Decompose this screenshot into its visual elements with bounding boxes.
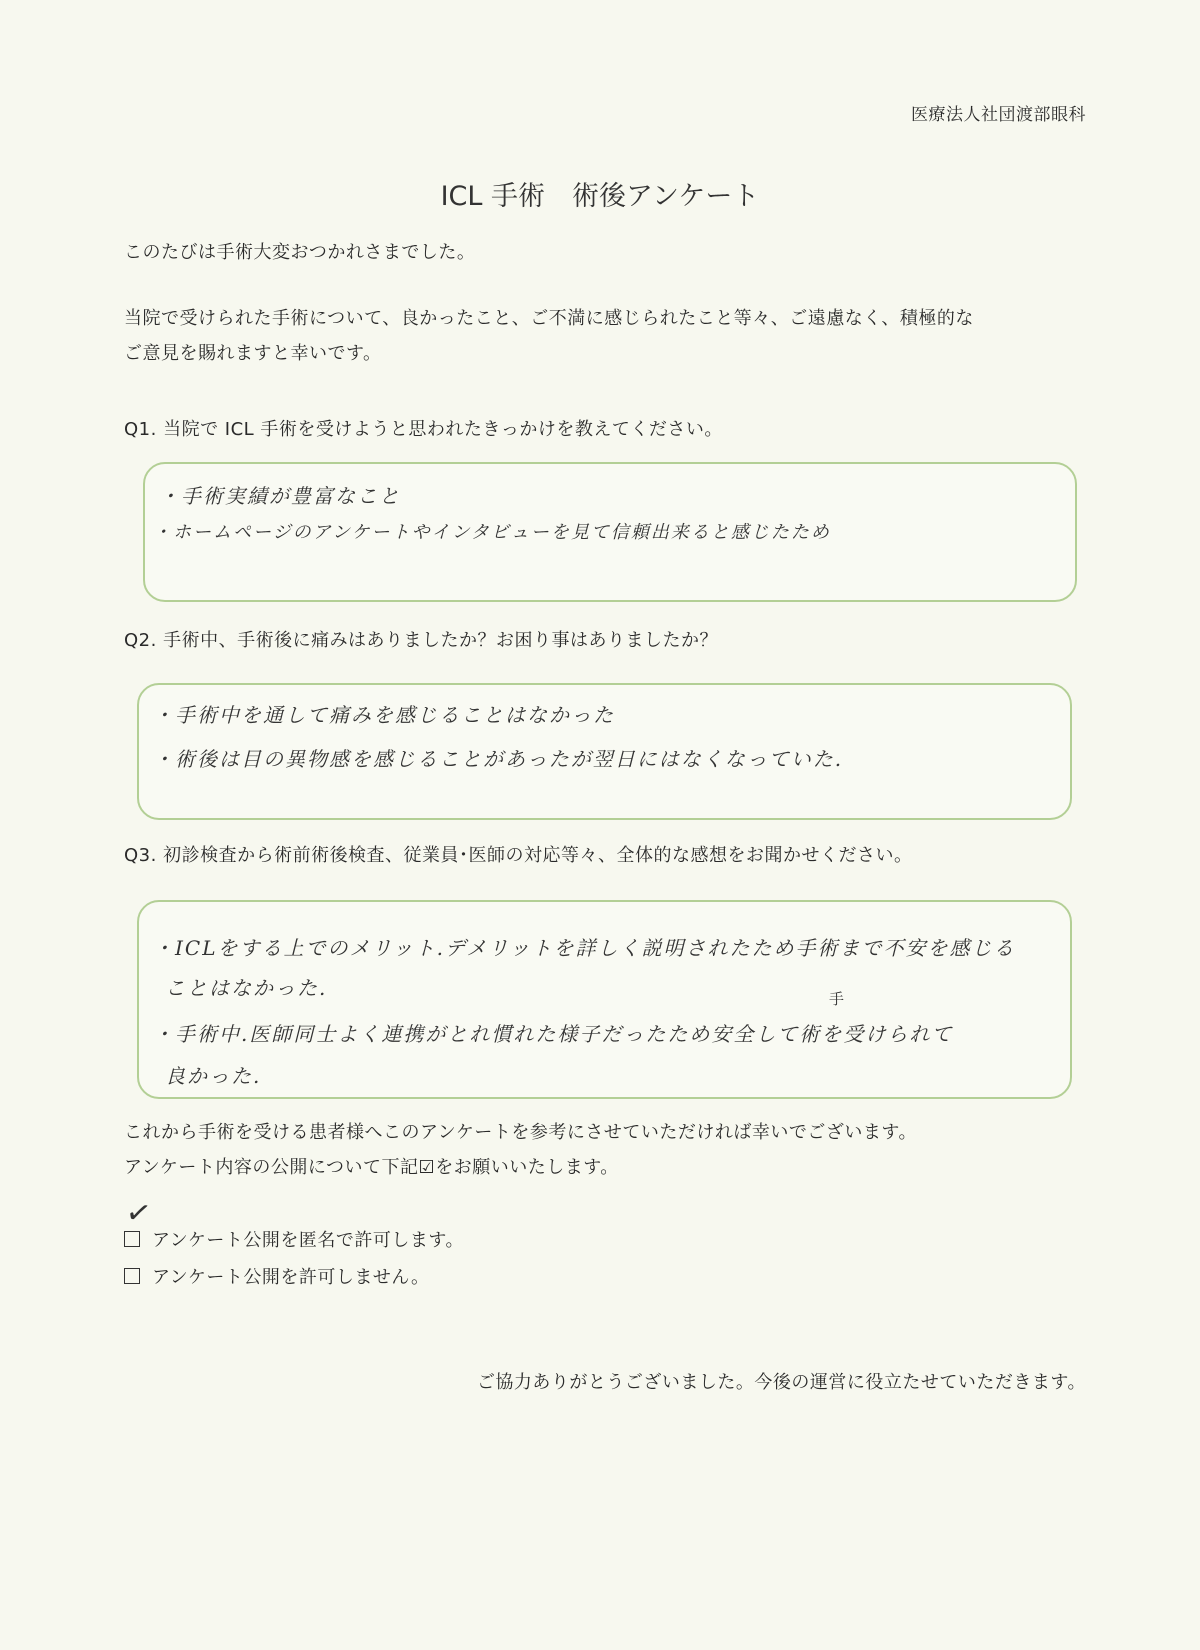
clinic-name: 医療法人社団渡部眼科 [911,105,1086,125]
answer-3-line-2: ことはなかった. [165,976,328,1000]
consent-option-label: アンケート公開を許可しません。 [152,1267,430,1288]
handwritten-check-icon: ✓ [123,1194,154,1233]
checkbox-unchecked[interactable] [124,1268,140,1284]
consent-option-deny[interactable] [124,1263,430,1289]
answer-3-line-4: 良かった. [165,1064,262,1088]
question-2-label: Q2. 手術中、手術後に痛みはありましたか？お困り事はありましたか？ [124,630,719,651]
question-3-label: Q3. 初診検査から術前術後検査、従業員･医師の対応等々、全体的な感想をお聞かせください。 [124,845,913,866]
request-text-line1: 当院で受けられた手術について、良かったこと、ご不満に感じられたこと等々、ご遠慮なく、積極的な [124,308,974,329]
answer-2-line-2: ・術後は目の異物感を感じることがあったが翌日にはなくなっていた. [153,747,844,771]
question-1-label: Q1. 当院で ICL 手術を受けようと思われたきっかけを教えてください。 [124,419,723,440]
consent-option-anonymous[interactable] [124,1226,464,1252]
consent-option-label: アンケート公開を匿名で許可します。 [152,1230,464,1251]
answer-1-line-1: ・手術実績が豊富なこと [159,484,401,508]
greeting-text: このたびは手術大変おつかれさまでした。 [124,242,476,263]
answer-3-line-1: ・ICLをする上でのメリット.デメリットを詳しく説明されたため手術まで不安を感じる [153,936,1016,960]
checkbox-checked[interactable] [124,1231,140,1247]
page-title: ICL 手術 術後アンケート [440,181,760,212]
insertion-mark: 手 [829,990,845,1008]
closing-line-1: これから手術を受ける患者様へこのアンケートを参考にさせていただければ幸いでございます。 [124,1122,917,1143]
answer-box-1 [143,462,1077,602]
request-text-line2: ご意見を賜れますと幸いです。 [124,343,382,364]
answer-box-2 [137,683,1072,820]
thanks-text: ご協力ありがとうございました。今後の運営に役立たせていただきます。 [476,1372,1086,1393]
answer-3-line-3: ・手術中.医師同士よく連携がとれ慣れた様子だったため安全して術を受けられて [153,1022,954,1046]
answer-1-line-2: ・ホームページのアンケートやインタビューを見て信頼出来ると感じたため [153,522,831,543]
closing-line-2: アンケート内容の公開について下記☑をお願いいたします。 [124,1157,619,1178]
answer-box-3 [137,900,1072,1099]
answer-2-line-1: ・手術中を通して痛みを感じることはなかった [153,703,615,727]
